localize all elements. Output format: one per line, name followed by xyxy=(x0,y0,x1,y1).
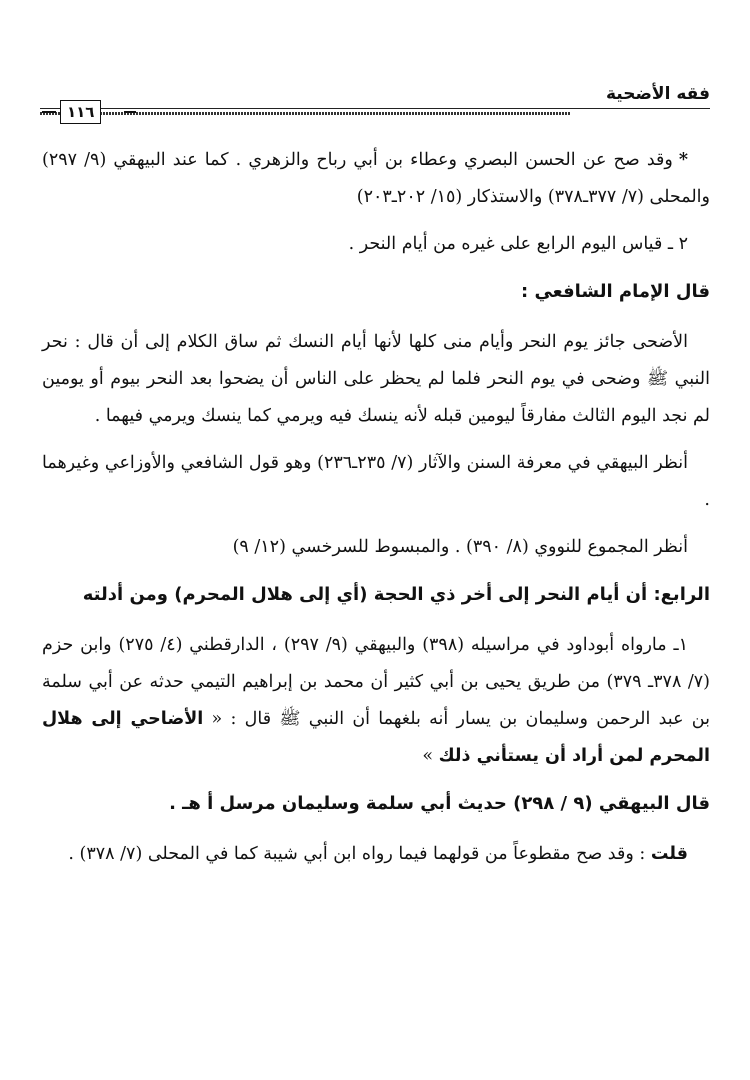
paragraph-5: أنظر المجموع للنووي (٨/ ٣٩٠) . والمبسوط للسرخسي (١٢/ ٩) xyxy=(232,537,688,557)
running-title: فقه الأضحية xyxy=(605,84,710,104)
qultu-label: قلت xyxy=(650,844,688,864)
star-marker: * xyxy=(678,150,688,170)
page-number: ١١٦ xyxy=(60,100,101,124)
paragraph-7 xyxy=(42,836,710,873)
page-header xyxy=(40,82,710,122)
page-body xyxy=(42,142,710,883)
header-rule xyxy=(40,108,710,109)
paragraph-2: ٢ ـ قياس اليوم الرابع على غيره من أيام النحر . xyxy=(348,234,688,254)
heading-shafii: قال الإمام الشافعي : xyxy=(521,281,710,302)
paragraph-7-text: : وقد صح مقطوعاً من قولهما فيما رواه ابن أبي شيبة كما في المحلى (٧/ ٣٧٨) . xyxy=(68,844,646,864)
paragraph-1 xyxy=(42,142,710,216)
paragraph-6-text: ١ـ مارواه أبوداود في مراسيله (٣٩٨) والبيهقي (٩/ ٢٩٧) ، الدارقطني (٤/ ٢٧٥) وابن حزم (٧/ ٣٧٨ـ ٣٧٩) من طريق يحيى بن أبي كثير أن محمد بن إبراهيم التيمي حدثه عن أبي سلمة بن عبد الرحمن وسليمان بن يسار أنه بلغهما أن النبي ﷺ قال : « xyxy=(42,635,710,729)
heading-fourth: الرابع: أن أيام النحر إلى أخر ذي الحجة (أي إلى هلال المحرم) ومن أدلته xyxy=(82,584,710,605)
page-number-dash-right xyxy=(124,111,136,113)
paragraph-6 xyxy=(42,627,710,775)
paragraph-3: الأضحى جائز يوم النحر وأيام منى كلها لأنها أيام النسك ثم ساق الكلام إلى أن قال : نحر النبي ﷺ وضحى في يوم النحر فلما لم يحظر على الناس أن يضحوا بعد النحر بيوم أو يومين لم نجد اليوم الثالث مفارقاً ليومين قبله لأنه ينسك فيه ويرمي كما ينسك ويرمي فيهما . xyxy=(42,332,710,426)
header-dotted-rule xyxy=(40,112,570,115)
quote-close: » xyxy=(422,746,434,766)
heading-bayhaqi: قال البيهقي (٩ / ٢٩٨) حديث أبي سلمة وسليمان مرسل أ هـ . xyxy=(169,793,710,814)
hadith-quote: الأضاحي إلى هلال المحرم لمن أراد أن يستأني ذلك xyxy=(42,709,710,766)
paragraph-4: أنظر البيهقي في معرفة السنن والآثار (٧/ ٢٣٥ـ٢٣٦) وهو قول الشافعي والأوزاعي وغيرهما . xyxy=(42,453,710,510)
page-number-dash-left xyxy=(42,111,56,113)
paragraph-1-text: وقد صح عن الحسن البصري وعطاء بن أبي رباح والزهري . كما عند البيهقي (٩/ ٢٩٧) والمحلى (٧/ ٣٧٧ـ٣٧٨) والاستذكار (١٥/ ٢٠٢ـ٢٠٣) xyxy=(42,150,710,207)
